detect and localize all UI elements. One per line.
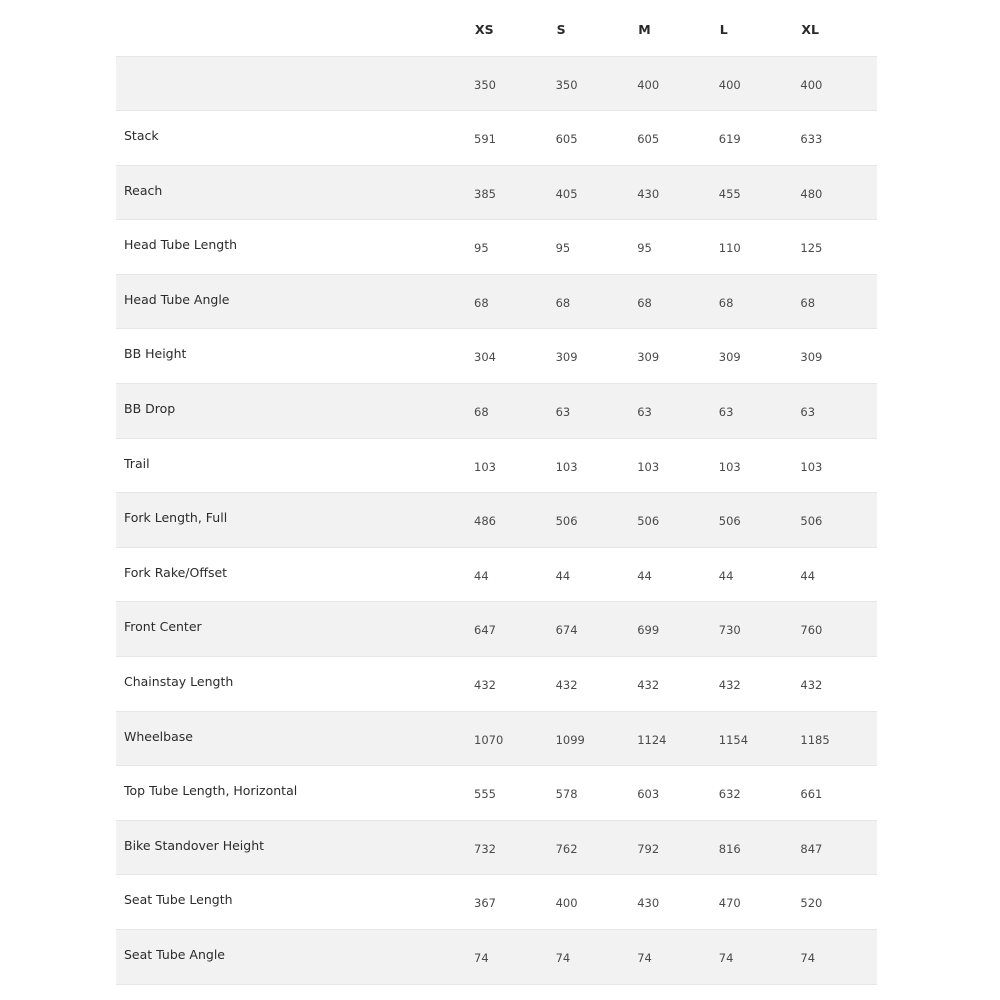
- table-cell: 95: [469, 220, 551, 275]
- size-header-l: L: [714, 3, 796, 56]
- table-cell: 68: [795, 274, 877, 329]
- table-cell: 591: [469, 111, 551, 166]
- table-cell: 304: [469, 329, 551, 384]
- table-cell: 432: [469, 657, 551, 712]
- table-cell: 74: [551, 930, 633, 985]
- table-row: [116, 547, 877, 602]
- table-cell: 647: [469, 602, 551, 657]
- table-cell: 480: [795, 165, 877, 220]
- geometry-table: [116, 3, 877, 985]
- table-cell: 103: [714, 438, 796, 493]
- size-header-xl: XL: [795, 3, 877, 56]
- row-label: Top Tube Length, Horizontal: [116, 766, 469, 821]
- table-cell: 1070: [469, 711, 551, 766]
- table-cell: 63: [795, 384, 877, 439]
- table-cell: 430: [632, 165, 714, 220]
- table-cell: 578: [551, 766, 633, 821]
- table-cell: 486: [469, 493, 551, 548]
- table-cell: 432: [551, 657, 633, 712]
- table-cell: 95: [551, 220, 633, 275]
- table-cell: 405: [551, 165, 633, 220]
- table-cell: 506: [714, 493, 796, 548]
- table-row: [116, 657, 877, 712]
- table-cell: 44: [632, 547, 714, 602]
- table-cell: 44: [714, 547, 796, 602]
- row-label: Reach: [116, 165, 469, 220]
- table-cell: 847: [795, 820, 877, 875]
- table-cell: 506: [632, 493, 714, 548]
- table-cell: 674: [551, 602, 633, 657]
- table-cell: 430: [632, 875, 714, 930]
- table-cell: 68: [469, 274, 551, 329]
- row-label: Bike Standover Height: [116, 820, 469, 875]
- table-cell: 555: [469, 766, 551, 821]
- table-cell: 367: [469, 875, 551, 930]
- table-row: [116, 111, 877, 166]
- table-cell: 400: [714, 56, 796, 111]
- table-cell: 603: [632, 766, 714, 821]
- row-label: Stack: [116, 111, 469, 166]
- table-cell: 792: [632, 820, 714, 875]
- table-cell: 400: [795, 56, 877, 111]
- table-cell: 400: [632, 56, 714, 111]
- table-cell: 1154: [714, 711, 796, 766]
- table-cell: 1124: [632, 711, 714, 766]
- row-label: Trail: [116, 438, 469, 493]
- row-label: Wheelbase: [116, 711, 469, 766]
- table-row: [116, 384, 877, 439]
- table-cell: 385: [469, 165, 551, 220]
- table-cell: 63: [632, 384, 714, 439]
- table-cell: 661: [795, 766, 877, 821]
- table-cell: 309: [632, 329, 714, 384]
- table-cell: 432: [714, 657, 796, 712]
- table-row: [116, 438, 877, 493]
- table-cell: 400: [551, 875, 633, 930]
- table-cell: 68: [469, 384, 551, 439]
- table-cell: 125: [795, 220, 877, 275]
- table-row: [116, 329, 877, 384]
- table-cell: 506: [551, 493, 633, 548]
- table-cell: 44: [795, 547, 877, 602]
- row-label: BB Height: [116, 329, 469, 384]
- table-cell: 309: [795, 329, 877, 384]
- label-column-header: [116, 3, 469, 56]
- row-label: [116, 56, 469, 111]
- row-label: Seat Tube Angle: [116, 930, 469, 985]
- table-cell: 103: [469, 438, 551, 493]
- table-cell: 633: [795, 111, 877, 166]
- table-row: [116, 274, 877, 329]
- table-cell: 762: [551, 820, 633, 875]
- table-cell: 432: [795, 657, 877, 712]
- table-body: [116, 56, 877, 984]
- table-cell: 470: [714, 875, 796, 930]
- row-label: Head Tube Angle: [116, 274, 469, 329]
- table-cell: 74: [469, 930, 551, 985]
- row-label: Seat Tube Length: [116, 875, 469, 930]
- table-cell: 68: [632, 274, 714, 329]
- table-cell: 44: [551, 547, 633, 602]
- table-cell: 74: [714, 930, 796, 985]
- table-cell: 1099: [551, 711, 633, 766]
- table-cell: 1185: [795, 711, 877, 766]
- table-cell: 103: [795, 438, 877, 493]
- size-header-s: S: [551, 3, 633, 56]
- table-cell: 68: [551, 274, 633, 329]
- table-cell: 68: [714, 274, 796, 329]
- table-cell: 730: [714, 602, 796, 657]
- table-cell: 605: [632, 111, 714, 166]
- table-cell: 432: [632, 657, 714, 712]
- table-cell: 760: [795, 602, 877, 657]
- row-label: Fork Length, Full: [116, 493, 469, 548]
- table-cell: 350: [469, 56, 551, 111]
- table-row: [116, 875, 877, 930]
- table-cell: 309: [551, 329, 633, 384]
- table-cell: 350: [551, 56, 633, 111]
- table-cell: 632: [714, 766, 796, 821]
- row-label: Front Center: [116, 602, 469, 657]
- size-header-m: M: [632, 3, 714, 56]
- table-cell: 63: [551, 384, 633, 439]
- table-row: [116, 602, 877, 657]
- table-row: [116, 165, 877, 220]
- table-cell: 95: [632, 220, 714, 275]
- table-row: [116, 220, 877, 275]
- table-row: [116, 56, 877, 111]
- table-cell: 309: [714, 329, 796, 384]
- table-cell: 103: [632, 438, 714, 493]
- table-cell: 520: [795, 875, 877, 930]
- table-row: [116, 820, 877, 875]
- table-row: [116, 766, 877, 821]
- row-label: Chainstay Length: [116, 657, 469, 712]
- table-header-row: [116, 3, 877, 56]
- table-row: [116, 930, 877, 985]
- size-header-xs: XS: [469, 3, 551, 56]
- table-cell: 74: [632, 930, 714, 985]
- table-cell: 63: [714, 384, 796, 439]
- row-label: Head Tube Length: [116, 220, 469, 275]
- table-row: [116, 493, 877, 548]
- table-cell: 699: [632, 602, 714, 657]
- table-cell: 103: [551, 438, 633, 493]
- table-cell: 455: [714, 165, 796, 220]
- table-cell: 506: [795, 493, 877, 548]
- table-row: [116, 711, 877, 766]
- table-cell: 732: [469, 820, 551, 875]
- table-cell: 74: [795, 930, 877, 985]
- table-cell: 110: [714, 220, 796, 275]
- row-label: Fork Rake/Offset: [116, 547, 469, 602]
- table-cell: 816: [714, 820, 796, 875]
- row-label: BB Drop: [116, 384, 469, 439]
- table-cell: 605: [551, 111, 633, 166]
- table-cell: 619: [714, 111, 796, 166]
- table-cell: 44: [469, 547, 551, 602]
